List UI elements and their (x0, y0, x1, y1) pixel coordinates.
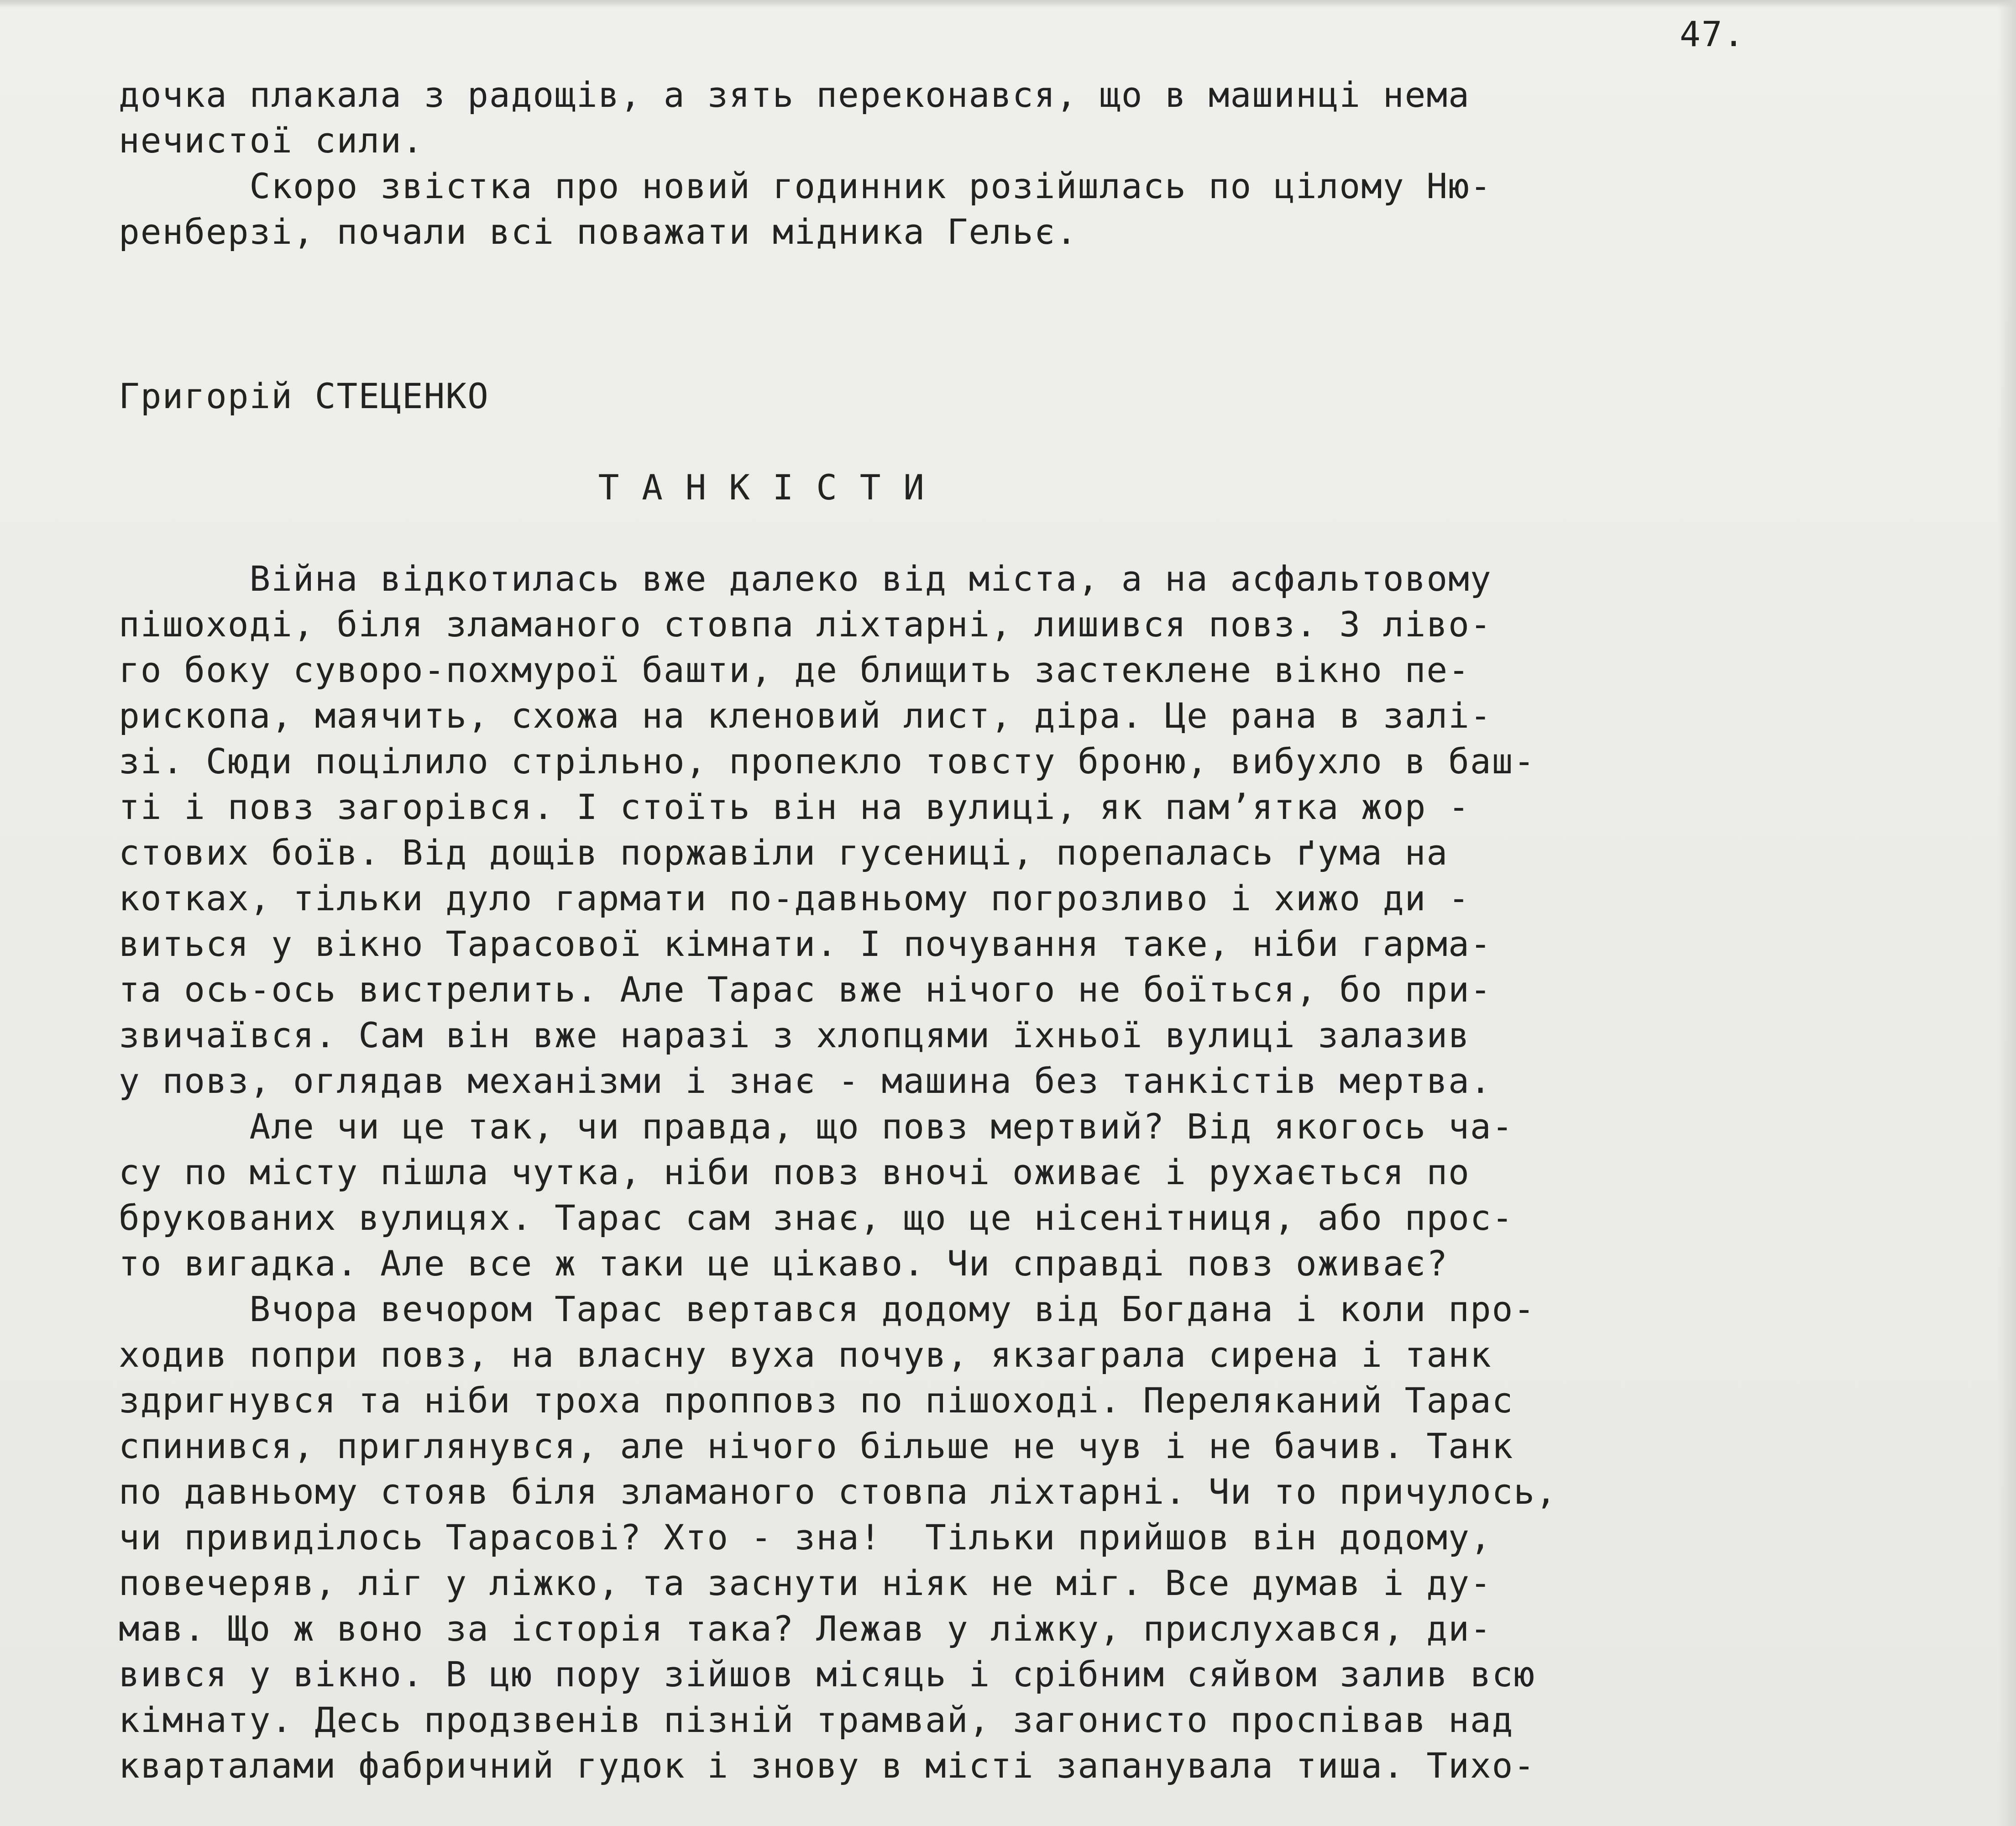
text-line: Вчора вечором Тарас вертався додому від Богдана і коли про- (119, 1289, 1536, 1329)
author-name: Григорій СТЕЦЕНКО (119, 376, 489, 416)
text-line: кімнату. Десь продзвенів пізній трамвай, загонисто проспівав над (119, 1700, 1514, 1740)
text-line: у повз, оглядав механізми і знає - машина без танкістів мертва. (119, 1060, 1492, 1101)
text-line: зі. Сюди поцілило стрільно, пропекло товсту броню, вибухло в баш- (119, 741, 1536, 782)
text-line: дочка плакала з радощів, а зять переконався, що в машинці нема (119, 74, 1470, 115)
text-line: звичаївся. Сам він вже наразі з хлопцями їхньої вулиці залазив (119, 1015, 1470, 1055)
text-line: здригнувся та ніби троха пропповз по пішоході. Переляканий Тарас (119, 1380, 1514, 1421)
text-line: чи привиділось Тарасові? Хто - зна! Тільки прийшов він додому, (119, 1517, 1492, 1558)
text-line: пішоході, біля зламаного стовпа ліхтарні, лишився повз. З ліво- (119, 604, 1492, 645)
text-line: ренберзі, почали всі поважати мідника Гельє. (119, 211, 1078, 252)
page-top-edge-shadow (0, 0, 2016, 8)
text-line: та ось-ось вистрелить. Але Тарас вже нічого не боїться, бо при- (119, 969, 1492, 1010)
text-line: стових боїв. Від дощів поржавіли гусениці, порепалась ґума на (119, 832, 1449, 873)
text-line: виться у вікно Тарасової кімнати. І почування таке, ніби гарма- (119, 923, 1492, 964)
story-title: Т А Н К І С Т И (119, 467, 925, 508)
text-line: ходив попри повз, на власну вуха почув, якзаграла сирена і танк (119, 1334, 1492, 1375)
text-line: мав. Що ж воно за історія така? Лежав у ліжку, прислухався, ди- (119, 1608, 1492, 1649)
text-line: по давньому стояв біля зламаного стовпа ліхтарні. Чи то причулось, (119, 1471, 1557, 1512)
text-line: Скоро звістка про новий годинник розійшлась по цілому Ню- (119, 166, 1492, 206)
text-line: повечеряв, ліг у ліжко, та заснути ніяк не міг. Все думав і ду- (119, 1563, 1492, 1603)
text-line: го боку суворо-похмурої башти, де блищить застеклене вікно пе- (119, 650, 1470, 690)
text-line: нечистої сили. (119, 120, 424, 161)
text-line: спинився, приглянувся, але нічого більше не чув і не бачив. Танк (119, 1426, 1514, 1466)
text-line: кварталами фабричний гудок і знову в місті запанувала тиша. Тихо- (119, 1745, 1536, 1786)
text-line: рископа, маячить, схожа на кленовий лист, діра. Це рана в залі- (119, 695, 1492, 736)
page-number: 47. (1680, 14, 1745, 54)
text-line: ті і повз загорівся. І стоїть він на вулиці, як пам’ятка жор - (119, 787, 1470, 827)
page-right-edge-shadow (1998, 0, 2016, 1826)
text-line: то вигадка. Але все ж таки це цікаво. Чи справді повз оживає? (119, 1243, 1449, 1284)
text-line: Але чи це так, чи правда, що повз мертвий? Від якогось ча- (119, 1106, 1514, 1147)
text-line: су по місту пішла чутка, ніби повз вночі оживає і рухається по (119, 1152, 1470, 1192)
text-line: брукованих вулицях. Тарас сам знає, що це нісенітниця, або прос- (119, 1197, 1514, 1238)
text-line: вився у вікно. В цю пору зійшов місяць і срібним сяйвом залив всю (119, 1654, 1536, 1695)
text-line: Війна відкотилась вже далеко від міста, а на асфальтовому (119, 558, 1492, 599)
text-line: котках, тільки дуло гармати по-давньому погрозливо і хижо ди - (119, 878, 1470, 918)
